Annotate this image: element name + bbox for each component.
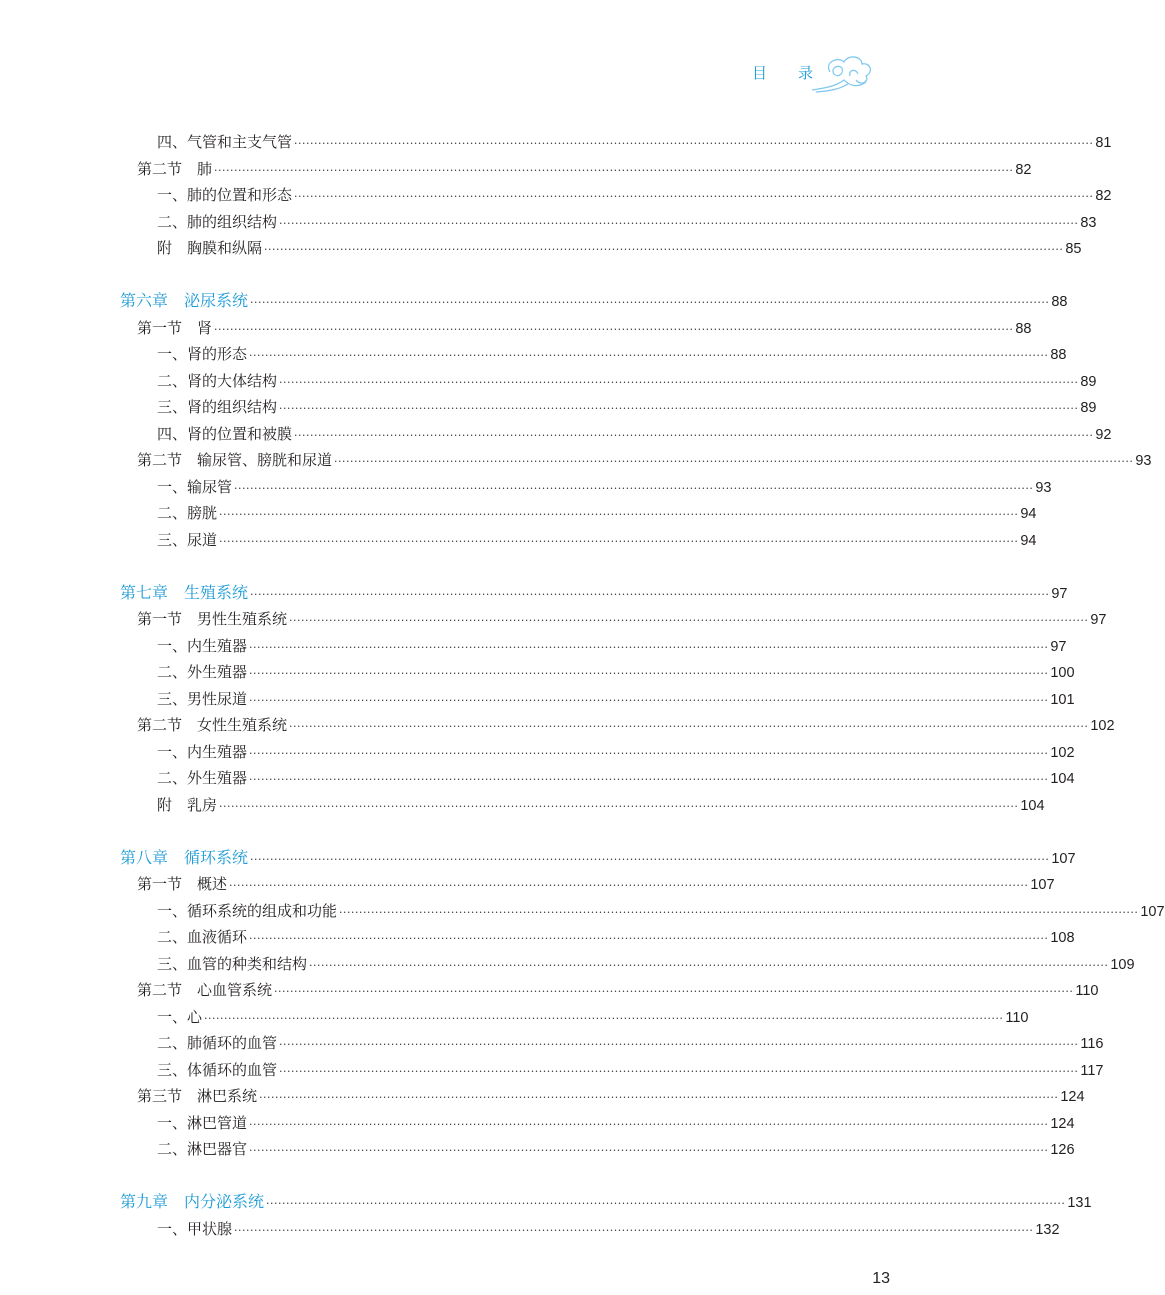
toc-item[interactable] [157, 898, 1165, 925]
dot-leader: ········································································································································································································ [234, 1223, 1034, 1237]
toc-entry-page: 100 [1050, 665, 1075, 681]
dot-leader: ········································································································································································································ [219, 534, 1019, 548]
toc-item[interactable] [157, 633, 1067, 660]
toc-entry-page: 82 [1095, 188, 1112, 204]
dot-leader: ········································································································································································································ [219, 799, 1019, 813]
toc-entry-page: 85 [1065, 241, 1082, 257]
toc-entry-title: 一、肺的位置和形态 [157, 182, 294, 209]
toc-entry-title: 第一节 肾 [137, 315, 214, 342]
header-title-char1: 目 [752, 64, 768, 82]
toc-entry-page: 89 [1080, 400, 1097, 416]
table-of-contents [0, 129, 1165, 1269]
dot-leader: ········································································································································································································ [249, 1144, 1049, 1157]
toc-entry-page: 124 [1050, 1115, 1075, 1132]
toc-entry-page: 101 [1050, 691, 1075, 708]
dot-leader: ········································································································································································································ [264, 243, 1064, 256]
dot-leader: ········································································································································································································ [334, 455, 1134, 468]
dot-leader: ········································································································································································································ [279, 402, 1079, 415]
toc-entry-page: 126 [1050, 1142, 1075, 1158]
toc-entry-page: 104 [1020, 797, 1045, 814]
toc-item[interactable] [157, 182, 1112, 209]
toc-item[interactable] [157, 951, 1135, 978]
toc-entry-page: 124 [1060, 1089, 1085, 1105]
dot-leader: ········································································································································································································ [279, 216, 1079, 230]
toc-entry-page: 110 [1005, 1009, 1029, 1026]
dot-leader: ········································································································································································································ [249, 640, 1049, 654]
toc-item[interactable] [157, 924, 1075, 951]
toc-entry-page: 97 [1090, 612, 1107, 628]
toc-entry-page: 93 [1135, 453, 1152, 469]
dot-leader: ········································································································································································································ [274, 985, 1074, 998]
toc-item[interactable] [157, 129, 1112, 156]
toc-entry-title: 第二节 输尿管、膀胱和尿道 [137, 447, 334, 474]
toc-entry-title: 一、心 [157, 1004, 204, 1031]
page-number: 13 [872, 1270, 890, 1287]
toc-entry-title: 二、血液循环 [157, 924, 249, 951]
dot-leader: ········································································································································································································ [279, 1038, 1079, 1051]
toc-entry-title: 第一节 概述 [137, 871, 229, 898]
toc-item[interactable] [157, 394, 1097, 421]
toc-group [0, 845, 1165, 1163]
toc-entry-page: 104 [1050, 771, 1075, 787]
dot-leader: ········································································································································································································ [249, 693, 1049, 707]
dot-leader: ········································································································································································································ [249, 932, 1049, 945]
toc-entry-title: 二、肺的组织结构 [157, 209, 279, 236]
dot-leader: ········································································································································································································ [219, 508, 1019, 521]
toc-entry-title: 附 胸膜和纵隔 [157, 235, 264, 262]
toc-entry-title: 第一节 男性生殖系统 [137, 606, 289, 633]
toc-item[interactable] [157, 527, 1037, 554]
toc-entry-title: 一、循环系统的组成和功能 [157, 898, 339, 925]
dot-leader: ········································································································································································································ [289, 720, 1089, 733]
dot-leader: ········································································································································································································ [204, 1011, 1004, 1025]
toc-item[interactable] [157, 739, 1075, 766]
toc-entry-title: 第三节 淋巴系统 [137, 1083, 259, 1110]
dot-leader: ········································································································································································································ [309, 958, 1109, 972]
toc-chapter[interactable] [120, 288, 1068, 315]
toc-entry-title: 二、膀胱 [157, 500, 219, 527]
toc-entry-title: 三、体循环的血管 [157, 1057, 279, 1084]
dot-leader: ········································································································································································································ [249, 746, 1049, 760]
toc-item[interactable] [157, 474, 1052, 501]
dot-leader: ········································································································································································································ [249, 349, 1049, 362]
toc-entry-page: 94 [1020, 532, 1037, 549]
toc-group [0, 129, 1112, 262]
toc-entry-page: 108 [1050, 930, 1075, 946]
dot-leader: ········································································································································································································ [294, 190, 1094, 203]
toc-entry-title: 二、肾的大体结构 [157, 368, 279, 395]
toc-entry-page: 117 [1080, 1062, 1104, 1079]
toc-entry-title: 第二节 肺 [137, 156, 214, 183]
toc-item[interactable] [157, 659, 1075, 686]
toc-item[interactable] [157, 235, 1082, 262]
toc-item[interactable] [157, 1030, 1104, 1057]
toc-entry-title: 二、肺循环的血管 [157, 1030, 279, 1057]
toc-entry-page: 107 [1030, 877, 1055, 893]
toc-entry-title: 第二节 女性生殖系统 [137, 712, 289, 739]
toc-section[interactable] [137, 871, 1055, 898]
dot-leader: ········································································································································································································ [249, 667, 1049, 680]
dot-leader: ········································································································································································································ [266, 1197, 1066, 1210]
toc-entry-page: 88 [1050, 347, 1067, 363]
toc-entry-title: 三、肾的组织结构 [157, 394, 279, 421]
dot-leader: ········································································································································································································ [289, 614, 1089, 627]
dot-leader: ········································································································································································································ [294, 137, 1094, 150]
toc-entry-title: 三、尿道 [157, 527, 219, 554]
toc-entry-page: 97 [1051, 585, 1068, 602]
toc-item[interactable] [157, 1004, 1029, 1031]
toc-entry-page: 82 [1015, 161, 1032, 178]
toc-entry-page: 132 [1035, 1221, 1060, 1238]
dot-leader: ········································································································································································································ [249, 773, 1049, 786]
toc-section[interactable] [137, 447, 1152, 474]
toc-chapter[interactable] [120, 1189, 1092, 1216]
toc-entry-title: 第二节 心血管系统 [137, 977, 274, 1004]
toc-entry-page: 89 [1080, 373, 1097, 390]
toc-entry-page: 88 [1015, 320, 1032, 337]
toc-entry-page: 97 [1050, 638, 1067, 655]
toc-entry-title: 一、内生殖器 [157, 739, 249, 766]
toc-item[interactable] [157, 686, 1075, 713]
dot-leader: ········································································································································································································ [249, 1117, 1049, 1131]
toc-entry-title: 一、输尿管 [157, 474, 234, 501]
toc-entry-title: 第七章 生殖系统 [120, 580, 250, 607]
toc-entry-title: 第九章 内分泌系统 [120, 1189, 266, 1216]
toc-item[interactable] [157, 1136, 1075, 1163]
toc-entry-title: 二、外生殖器 [157, 765, 249, 792]
toc-section[interactable] [137, 606, 1107, 633]
toc-entry-title: 一、内生殖器 [157, 633, 249, 660]
toc-item[interactable] [157, 792, 1045, 819]
toc-entry-page: 102 [1090, 718, 1115, 734]
toc-entry-title: 第八章 循环系统 [120, 845, 250, 872]
dot-leader: ········································································································································································································ [229, 879, 1029, 892]
toc-entry-page: 92 [1095, 426, 1112, 443]
toc-item[interactable] [157, 500, 1037, 527]
toc-entry-title: 三、血管的种类和结构 [157, 951, 309, 978]
toc-group [0, 580, 1115, 819]
toc-section[interactable] [137, 712, 1115, 739]
toc-group [0, 1189, 1092, 1242]
toc-item[interactable] [157, 368, 1097, 395]
toc-entry-page: 107 [1051, 850, 1076, 867]
dot-leader: ········································································································································································································ [339, 905, 1139, 919]
toc-entry-page: 131 [1067, 1195, 1092, 1211]
dot-leader: ········································································································································································································ [214, 163, 1014, 177]
toc-section[interactable] [137, 977, 1099, 1004]
toc-entry-title: 四、肾的位置和被膜 [157, 421, 294, 448]
toc-entry-title: 附 乳房 [157, 792, 219, 819]
toc-entry-title: 四、气管和主支气管 [157, 129, 294, 156]
toc-group [0, 288, 1152, 553]
toc-entry-page: 102 [1050, 744, 1075, 761]
toc-item[interactable] [157, 341, 1067, 368]
toc-entry-page: 93 [1035, 479, 1052, 496]
toc-section[interactable] [137, 156, 1032, 183]
dot-leader: ········································································································································································································ [279, 1064, 1079, 1078]
toc-entry-title: 二、淋巴器官 [157, 1136, 249, 1163]
toc-chapter[interactable] [120, 845, 1076, 872]
toc-entry-page: 116 [1080, 1036, 1104, 1052]
dot-leader: ········································································································································································································ [234, 481, 1034, 495]
header-title-char2: 录 [798, 64, 814, 82]
toc-entry-page: 94 [1020, 506, 1037, 522]
toc-entry-title: 一、甲状腺 [157, 1216, 234, 1243]
toc-entry-page: 83 [1080, 214, 1097, 231]
dot-leader: ········································································································································································································ [279, 375, 1079, 389]
toc-entry-page: 81 [1095, 135, 1112, 151]
dot-leader: ········································································································································································································ [250, 296, 1050, 309]
toc-entry-page: 109 [1110, 956, 1135, 973]
dot-leader: ········································································································································································································ [214, 322, 1014, 336]
toc-item[interactable] [157, 765, 1075, 792]
toc-item[interactable] [157, 1057, 1104, 1084]
toc-item[interactable] [157, 1216, 1060, 1243]
toc-item[interactable] [157, 209, 1097, 236]
toc-chapter[interactable] [120, 580, 1068, 607]
dot-leader: ········································································································································································································ [250, 587, 1050, 601]
toc-entry-title: 三、男性尿道 [157, 686, 249, 713]
toc-entry-page: 110 [1075, 983, 1099, 999]
toc-item[interactable] [157, 1110, 1075, 1137]
toc-entry-page: 88 [1051, 294, 1068, 310]
toc-entry-title: 一、肾的形态 [157, 341, 249, 368]
toc-entry-title: 第六章 泌尿系统 [120, 288, 250, 315]
dot-leader: ········································································································································································································ [294, 428, 1094, 442]
toc-item[interactable] [157, 421, 1112, 448]
toc-entry-title: 一、淋巴管道 [157, 1110, 249, 1137]
dot-leader: ········································································································································································································ [259, 1091, 1059, 1104]
cloud-ornament-icon [810, 52, 875, 94]
dot-leader: ········································································································································································································ [250, 852, 1050, 866]
toc-entry-title: 二、外生殖器 [157, 659, 249, 686]
toc-section[interactable] [137, 315, 1032, 342]
toc-section[interactable] [137, 1083, 1085, 1110]
toc-entry-page: 107 [1140, 903, 1165, 920]
